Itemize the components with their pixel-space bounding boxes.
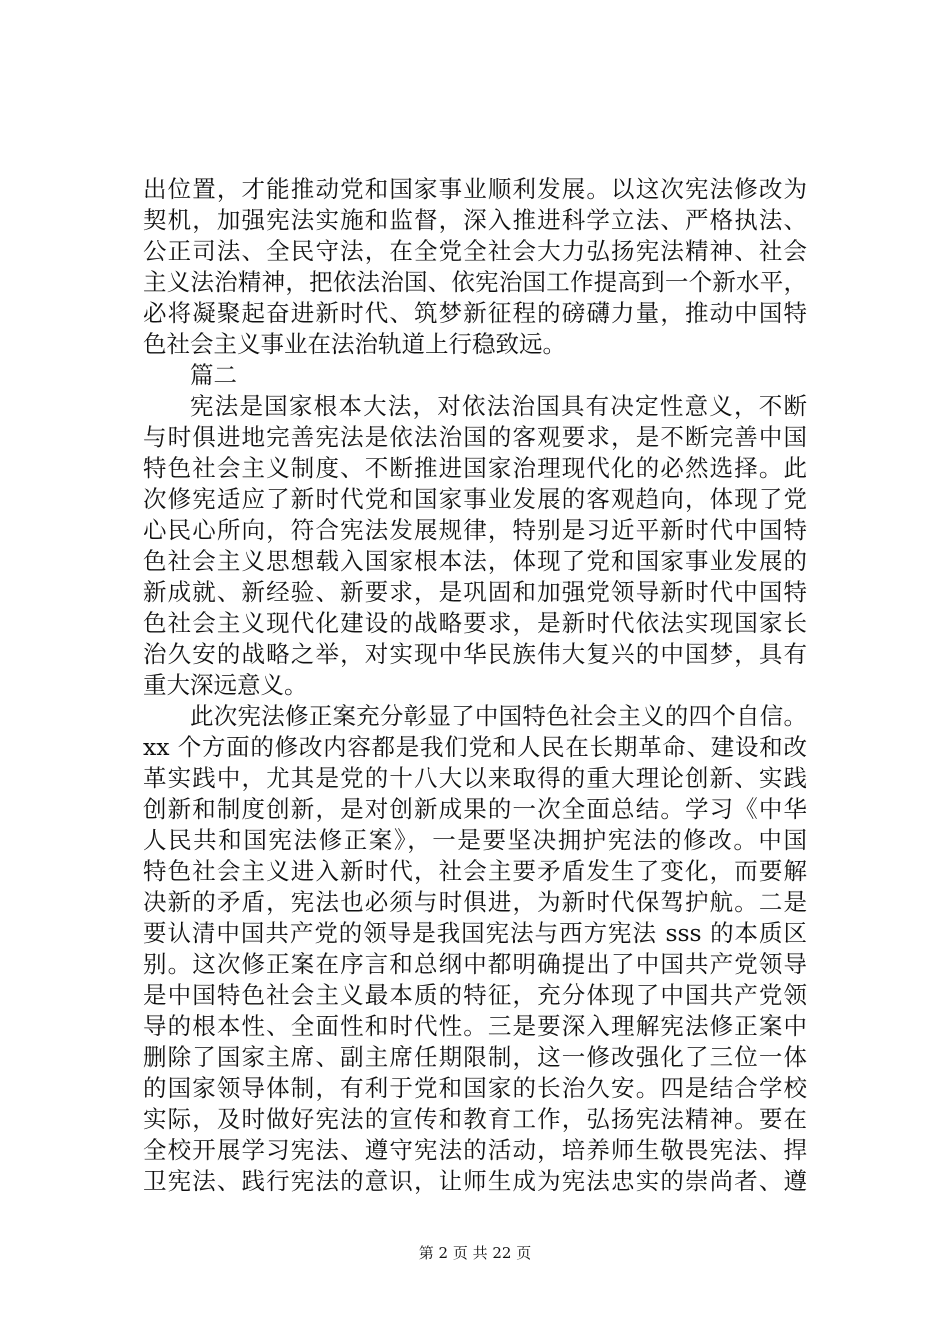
- paragraph-3-line: 新成就、新经验、新要求，是巩固和加强党领导新时代中国特: [143, 578, 807, 606]
- paragraph-1-line: 必将凝聚起奋进新时代、筑梦新征程的磅礴力量，推动中国特: [143, 299, 807, 327]
- page-footer: 第 2 页 共 22 页: [418, 1244, 532, 1262]
- paragraph-4-line: 是中国特色社会主义最本质的特征，充分体现了中国共产党领: [143, 981, 807, 1009]
- paragraph-4-line: 要认清中国共产党的领导是我国宪法与西方宪法 sss 的本质区: [143, 919, 807, 947]
- paragraph-3-line: 心民心所向，符合宪法发展规律，特别是习近平新时代中国特: [143, 516, 807, 544]
- body-text: [143, 174, 807, 1197]
- paragraph-1-line: 色社会主义事业在法治轨道上行稳致远。: [143, 330, 566, 358]
- paragraph-1-line: 契机，加强宪法实施和监督，深入推进科学立法、严格执法、: [143, 206, 807, 234]
- paragraph-3-line: 宪法是国家根本大法，对依法治国具有决定性意义，不断: [190, 392, 807, 420]
- paragraph-3-line: 特色社会主义制度、不断推进国家治理现代化的必然选择。此: [143, 454, 807, 482]
- paragraph-1-line: 公正司法、全民守法，在全党全社会大力弘扬宪法精神、社会: [143, 237, 807, 265]
- paragraph-2-line: 篇二: [190, 361, 237, 389]
- paragraph-3-line: 色社会主义思想载入国家根本法，体现了党和国家事业发展的: [143, 547, 807, 575]
- paragraph-3-line: 重大深远意义。: [143, 671, 308, 699]
- paragraph-4-line: 革实践中，尤其是党的十八大以来取得的重大理论创新、实践: [143, 764, 807, 792]
- paragraph-4-line: 实际，及时做好宪法的宣传和教育工作，弘扬宪法精神。要在: [143, 1105, 807, 1133]
- paragraph-3-line: 色社会主义现代化建设的战略要求，是新时代依法实现国家长: [143, 609, 807, 637]
- paragraph-4-line: 全校开展学习宪法、遵守宪法的活动，培养师生敬畏宪法、捍: [143, 1136, 807, 1164]
- paragraph-4-line: 别。这次修正案在序言和总纲中都明确提出了中国共产党领导: [143, 950, 807, 978]
- paragraph-3-line: 次修宪适应了新时代党和国家事业发展的客观趋向，体现了党: [143, 485, 807, 513]
- paragraph-1-line: 主义法治精神，把依法治国、依宪治国工作提高到一个新水平，: [143, 268, 807, 296]
- paragraph-4-line: xx 个方面的修改内容都是我们党和人民在长期革命、建设和改: [143, 733, 807, 761]
- paragraph-4-line: 的国家领导体制，有利于党和国家的长治久安。四是结合学校: [143, 1074, 807, 1102]
- paragraph-3-line: 治久安的战略之举，对实现中华民族伟大复兴的中国梦，具有: [143, 640, 807, 668]
- paragraph-4-line: 人民共和国宪法修正案》，一是要坚决拥护宪法的修改。中国: [143, 826, 807, 854]
- paragraph-4-line: 创新和制度创新，是对创新成果的一次全面总结。学习《中华: [143, 795, 807, 823]
- paragraph-4-line: 卫宪法、践行宪法的意识，让师生成为宪法忠实的崇尚者、遵: [143, 1167, 807, 1195]
- paragraph-1-line: 出位置，才能推动党和国家事业顺利发展。以这次宪法修改为: [143, 175, 807, 203]
- paragraph-4-line: 此次宪法修正案充分彰显了中国特色社会主义的四个自信。: [190, 702, 807, 730]
- paragraph-3-line: 与时俱进地完善宪法是依法治国的客观要求，是不断完善中国: [143, 423, 807, 451]
- paragraph-4-line: 特色社会主义进入新时代，社会主要矛盾发生了变化，而要解: [143, 857, 807, 885]
- paragraph-4-line: 删除了国家主席、副主席任期限制，这一修改强化了三位一体: [143, 1043, 807, 1071]
- paragraph-4-line: 导的根本性、全面性和时代性。三是要深入理解宪法修正案中: [143, 1012, 807, 1040]
- paragraph-4-line: 决新的矛盾，宪法也必须与时俱进，为新时代保驾护航。二是: [143, 888, 807, 916]
